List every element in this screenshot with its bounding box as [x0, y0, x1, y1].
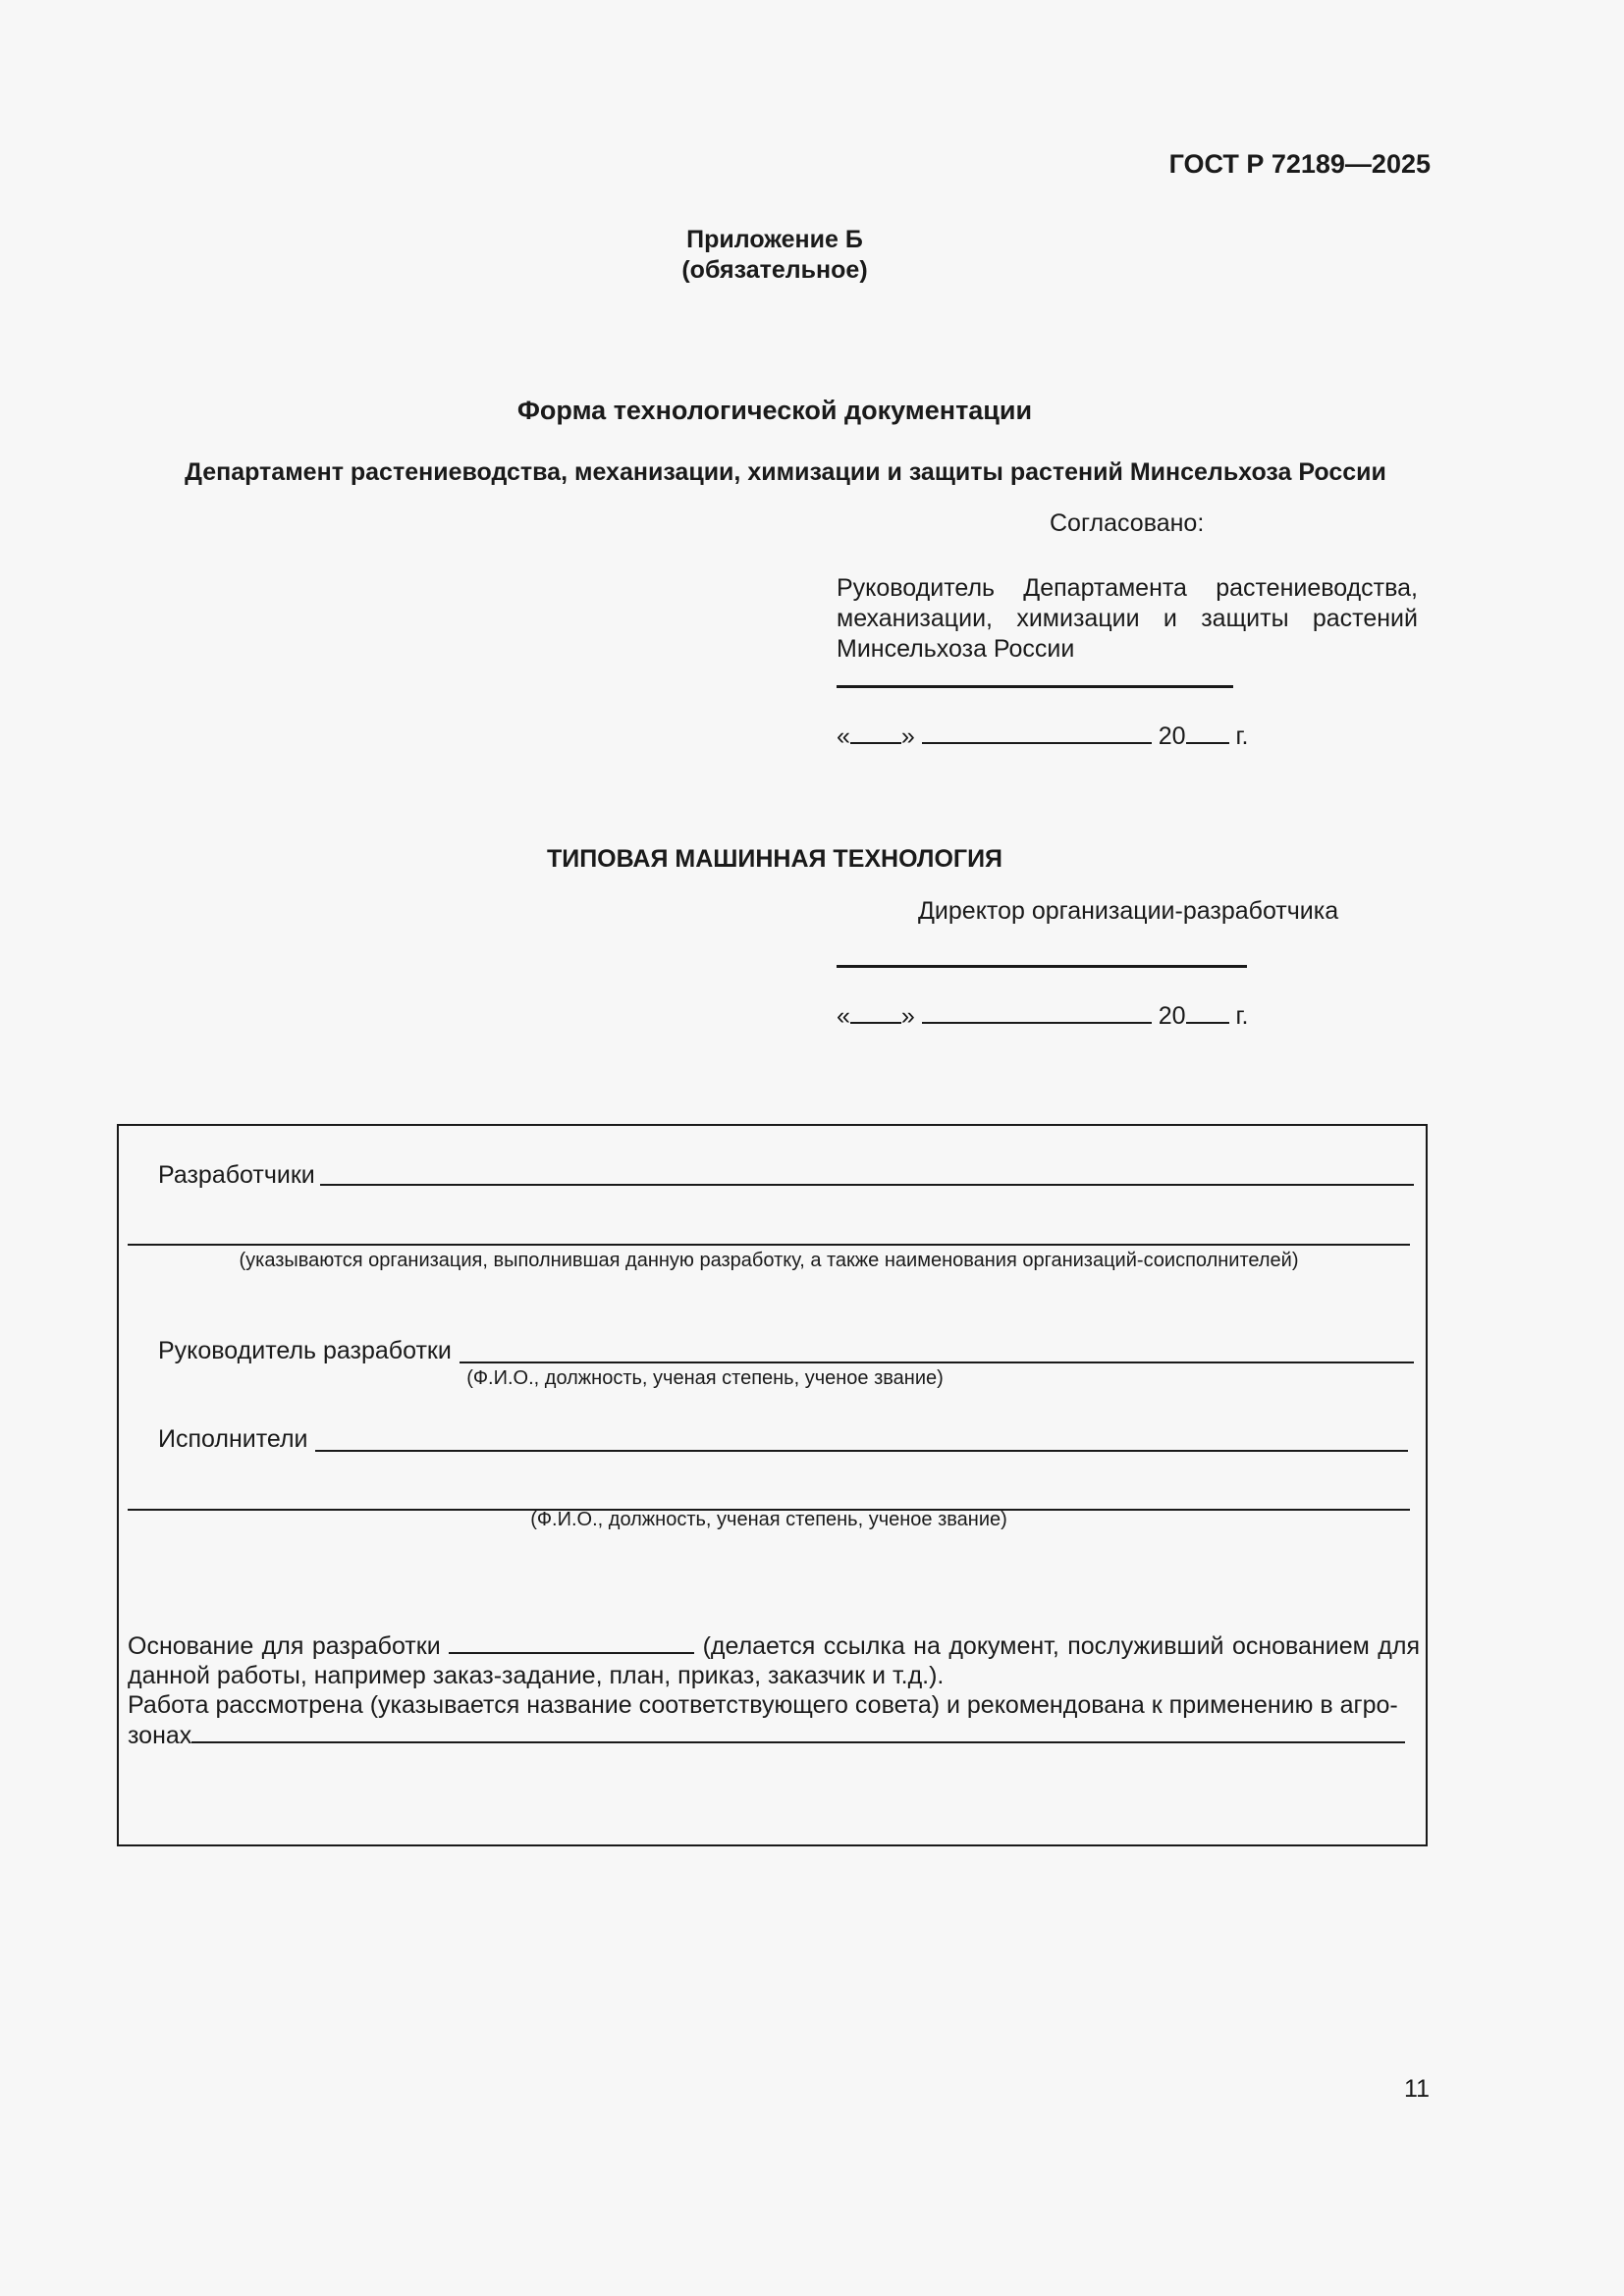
basis-label: Основание для разработки — [128, 1632, 441, 1660]
appendix-title: Приложение Б — [686, 226, 863, 253]
executors-field-line-1[interactable] — [315, 1450, 1408, 1452]
developers-field-line-1[interactable] — [320, 1184, 1414, 1186]
year-prefix: 20 — [1158, 1002, 1186, 1030]
review-cont: зонах — [128, 1722, 192, 1749]
director-signature-line[interactable] — [837, 965, 1247, 968]
basis-paragraph — [128, 1630, 1420, 1750]
developers-hint: (указываются организация, выполнившая данную разработку, а также наименования организаций-соисполнителей) — [239, 1250, 1299, 1271]
year-field[interactable] — [1186, 1000, 1229, 1024]
year-prefix: 20 — [1158, 722, 1186, 750]
document-title: ТИПОВАЯ МАШИННАЯ ТЕХНОЛОГИЯ — [546, 845, 1003, 873]
date-open-quote: « — [837, 1002, 850, 1030]
month-field[interactable] — [922, 1000, 1152, 1024]
director-position: Директор организации-разработчика — [918, 897, 1339, 925]
date-open-quote: « — [837, 722, 850, 750]
year-suffix: г. — [1235, 1002, 1249, 1030]
executors-hint: (Ф.И.О., должность, ученая степень, ученое звание) — [530, 1509, 1007, 1530]
day-field[interactable] — [850, 721, 901, 744]
basis-description: (делается ссылка на документ, послуживший основанием для данной работы, например заказ-задание, план, приказ, заказчик и т.д.). — [128, 1632, 1420, 1689]
lead-field-line[interactable] — [460, 1362, 1414, 1363]
developers-field-line-2[interactable] — [128, 1244, 1410, 1246]
department-name: Департамент растениеводства, механизации, химизации и защиты растений Минсельхоза России — [185, 458, 1386, 486]
agrozones-field[interactable] — [191, 1720, 1405, 1743]
executors-label: Исполнители — [158, 1425, 308, 1453]
year-field[interactable] — [1186, 721, 1229, 744]
director-date — [837, 1000, 1249, 1031]
appendix-status: (обязательное) — [681, 256, 868, 284]
year-suffix: г. — [1235, 722, 1249, 750]
date-close-quote: » — [900, 722, 915, 750]
day-field[interactable] — [850, 1000, 901, 1024]
lead-hint: (Ф.И.О., должность, ученая степень, ученое звание) — [466, 1367, 944, 1389]
date-close-quote: » — [900, 1002, 915, 1030]
approval-date — [837, 721, 1249, 751]
approval-position: Руководитель Департамента растениеводства, механизации, химизации и защиты растений Минсельхоза России — [837, 574, 1418, 663]
developers-label: Разработчики — [158, 1161, 315, 1189]
agreed-label: Согласовано: — [1050, 509, 1205, 537]
standard-number: ГОСТ Р 72189—2025 — [1168, 149, 1431, 179]
basis-field[interactable] — [449, 1630, 694, 1654]
form-title: Форма технологической документации — [516, 396, 1033, 425]
month-field[interactable] — [922, 721, 1152, 744]
approval-signature-line[interactable] — [837, 685, 1233, 688]
lead-label: Руководитель разработки — [158, 1337, 452, 1364]
page-number: 11 — [1404, 2075, 1430, 2103]
review-text: Работа рассмотрена (указывается название соответствующего совета) и рекомендована к применению в агро- — [128, 1691, 1398, 1719]
